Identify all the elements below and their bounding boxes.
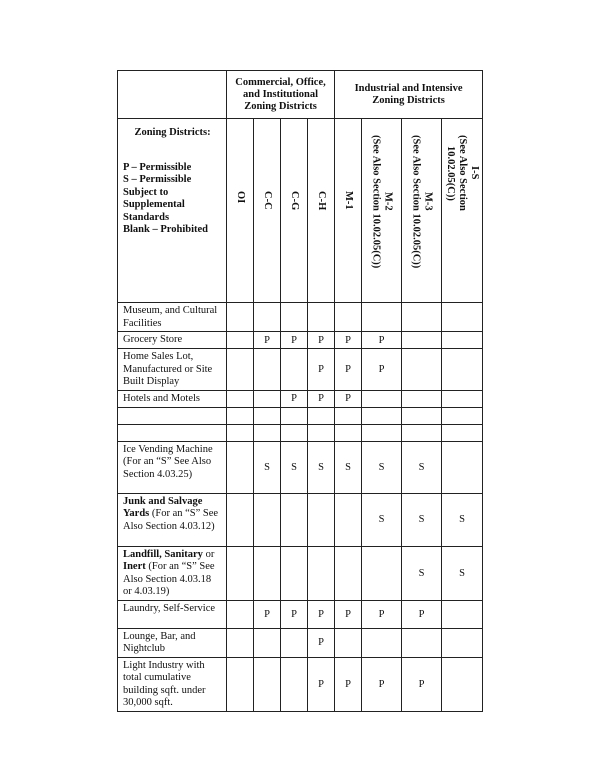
- permission-cell: P: [308, 657, 335, 711]
- group-header-row: [118, 71, 483, 119]
- permission-cell: [402, 407, 442, 424]
- permission-cell: S: [335, 441, 362, 493]
- permission-cell: [254, 390, 281, 407]
- table-row: [118, 628, 483, 657]
- permission-cell: [402, 424, 442, 441]
- permission-cell: [254, 657, 281, 711]
- legend-title: Zoning Districts:: [134, 127, 211, 138]
- use-label-segment: or: [202, 548, 215, 560]
- permission-cell: [227, 424, 254, 441]
- permission-cell: S: [281, 441, 308, 493]
- table-row: [118, 493, 483, 546]
- use-label: [118, 332, 227, 349]
- permission-cell: S: [254, 441, 281, 493]
- permission-cell: [227, 600, 254, 628]
- permission-cell: P: [308, 332, 335, 349]
- permission-cell: [254, 424, 281, 441]
- use-label: [118, 441, 227, 493]
- permission-cell: [227, 546, 254, 600]
- table-row: [118, 600, 483, 628]
- permission-cell: [227, 657, 254, 711]
- table-row: [118, 349, 483, 391]
- permission-cell: [402, 332, 442, 349]
- permission-cell: [227, 493, 254, 546]
- permission-cell: [254, 628, 281, 657]
- permission-cell: [362, 628, 402, 657]
- permission-cell: [402, 303, 442, 332]
- permission-cell: [281, 303, 308, 332]
- use-label: [118, 600, 227, 628]
- district-header-7: [442, 119, 483, 303]
- legend-supplemental: S – Permissible Subject to Supplemental Standards: [123, 174, 192, 223]
- permission-cell: [442, 390, 483, 407]
- permission-cell: S: [402, 441, 442, 493]
- permission-cell: S: [362, 493, 402, 546]
- permission-cell: [335, 424, 362, 441]
- permission-cell: [308, 546, 335, 600]
- use-label-segment: Home Sales Lot, Manufactured or Site Built Display: [123, 351, 213, 387]
- permission-cell: [308, 407, 335, 424]
- district-header-3: [308, 119, 335, 303]
- table-row: [118, 332, 483, 349]
- district-header-0: [227, 119, 254, 303]
- use-label-segment: Laundry, Self-Service: [123, 602, 216, 614]
- permission-cell: [442, 407, 483, 424]
- permission-cell: [362, 546, 402, 600]
- use-label-segment: Grocery Store: [123, 334, 183, 345]
- use-label: [118, 407, 227, 424]
- permission-cell: [281, 628, 308, 657]
- legend-permissible: P – Permissible: [123, 161, 192, 173]
- permission-cell: S: [402, 546, 442, 600]
- permission-cell: P: [335, 390, 362, 407]
- district-code: I-S (See Also Section 10.02.05(C)): [445, 135, 481, 211]
- permission-cell: [335, 628, 362, 657]
- permission-cell: [442, 441, 483, 493]
- permission-cell: P: [308, 600, 335, 628]
- zoning-table: [117, 70, 483, 712]
- district-header-row: [118, 119, 483, 303]
- permission-cell: P: [281, 600, 308, 628]
- district-code: OI: [235, 191, 246, 204]
- permission-cell: [335, 546, 362, 600]
- permission-cell: S: [442, 546, 483, 600]
- use-label-segment: (For an “S” See Also Section 4.03.18 or 4.03.19): [123, 561, 215, 597]
- use-label: [118, 546, 227, 600]
- permission-cell: [402, 628, 442, 657]
- permission-cell: [281, 657, 308, 711]
- permission-cell: [227, 390, 254, 407]
- commercial-group-header: Commercial, Office, and Institutional Zoning Districts: [227, 71, 335, 119]
- district-header-2: [281, 119, 308, 303]
- permission-cell: [281, 349, 308, 391]
- permission-cell: [362, 424, 402, 441]
- legend-cell: [118, 119, 227, 303]
- permission-cell: P: [362, 600, 402, 628]
- permission-cell: [227, 349, 254, 391]
- permission-cell: [442, 657, 483, 711]
- permission-cell: [402, 349, 442, 391]
- permission-cell: P: [335, 332, 362, 349]
- use-label-segment: Ice Vending Machine (For an “S” See Also Section 4.03.25): [123, 443, 213, 480]
- permission-cell: P: [362, 657, 402, 711]
- use-label-segment: Light Industry with total cumulative building sqft. under 30,000 sqft.: [123, 659, 206, 708]
- use-label: [118, 349, 227, 391]
- table-row: [118, 407, 483, 424]
- use-label-segment: Junk and Salvage Yards: [123, 495, 203, 519]
- permission-cell: [335, 493, 362, 546]
- district-header-5: [362, 119, 402, 303]
- use-label: [118, 424, 227, 441]
- permission-cell: P: [308, 349, 335, 391]
- district-header-1: [254, 119, 281, 303]
- permission-cell: P: [402, 600, 442, 628]
- permission-cell: P: [335, 349, 362, 391]
- permission-cell: S: [442, 493, 483, 546]
- permission-cell: P: [254, 600, 281, 628]
- permission-cell: [362, 303, 402, 332]
- district-code: C-H: [316, 191, 328, 211]
- permission-cell: [442, 424, 483, 441]
- permission-cell: [308, 493, 335, 546]
- permission-cell: P: [335, 657, 362, 711]
- permission-cell: [308, 424, 335, 441]
- use-label-segment: Hotels and Motels: [123, 392, 200, 404]
- table-row: [118, 390, 483, 407]
- permission-cell: P: [335, 600, 362, 628]
- permission-cell: [281, 424, 308, 441]
- permission-cell: [281, 407, 308, 424]
- permission-cell: [254, 546, 281, 600]
- permission-cell: [281, 546, 308, 600]
- district-code: C-C: [262, 191, 273, 210]
- district-header-4: [335, 119, 362, 303]
- use-label-segment: Landfill, Sanitary: [123, 548, 203, 560]
- table-row: [118, 546, 483, 600]
- permission-cell: P: [308, 390, 335, 407]
- industrial-group-header: Industrial and Intensive Zoning Districts: [335, 71, 483, 119]
- permission-cell: [227, 332, 254, 349]
- use-label-segment: Lounge, Bar, and Nightclub: [123, 630, 196, 654]
- permission-cell: [254, 407, 281, 424]
- district-code: M-3 (See Also Section 10.02.05(C)): [410, 135, 434, 269]
- permission-cell: S: [362, 441, 402, 493]
- permission-cell: [227, 303, 254, 332]
- permission-cell: P: [402, 657, 442, 711]
- table-row: [118, 303, 483, 332]
- permission-cell: [442, 303, 483, 332]
- permission-cell: S: [402, 493, 442, 546]
- permission-cell: [281, 493, 308, 546]
- permission-cell: [254, 493, 281, 546]
- permission-cell: [254, 349, 281, 391]
- permission-cell: [402, 390, 442, 407]
- permission-cell: [227, 628, 254, 657]
- table-row: [118, 441, 483, 493]
- permission-cell: P: [362, 349, 402, 391]
- use-label: [118, 390, 227, 407]
- permission-cell: [335, 303, 362, 332]
- corner-cell: [118, 71, 227, 119]
- district-code: M-1: [343, 191, 355, 210]
- district-code: C-G: [289, 191, 300, 211]
- permission-cell: S: [308, 441, 335, 493]
- permission-cell: [442, 628, 483, 657]
- permission-cell: [227, 407, 254, 424]
- permission-cell: [335, 407, 362, 424]
- use-label: [118, 303, 227, 332]
- use-label: [118, 493, 227, 546]
- use-label: [118, 657, 227, 711]
- permission-cell: [227, 441, 254, 493]
- district-code: M-2 (See Also Section 10.02.05(C)): [370, 135, 394, 269]
- permission-cell: [442, 332, 483, 349]
- permission-cell: P: [281, 390, 308, 407]
- permission-cell: [254, 303, 281, 332]
- use-label-segment: Museum, and Cultural Facilities: [123, 305, 218, 329]
- use-label: [118, 628, 227, 657]
- permission-cell: P: [281, 332, 308, 349]
- use-label-segment: Inert: [123, 561, 146, 572]
- legend-prohibited: Blank – Prohibited: [123, 224, 208, 235]
- table-row: [118, 657, 483, 711]
- permission-cell: P: [254, 332, 281, 349]
- permission-cell: P: [362, 332, 402, 349]
- table-row: [118, 424, 483, 441]
- permission-cell: [362, 390, 402, 407]
- district-header-6: [402, 119, 442, 303]
- permission-cell: [442, 349, 483, 391]
- permission-cell: [362, 407, 402, 424]
- permission-cell: P: [308, 628, 335, 657]
- use-label-segment: (For an “S” See Also Section 4.03.12): [123, 508, 219, 532]
- permission-cell: [442, 600, 483, 628]
- permission-cell: [308, 303, 335, 332]
